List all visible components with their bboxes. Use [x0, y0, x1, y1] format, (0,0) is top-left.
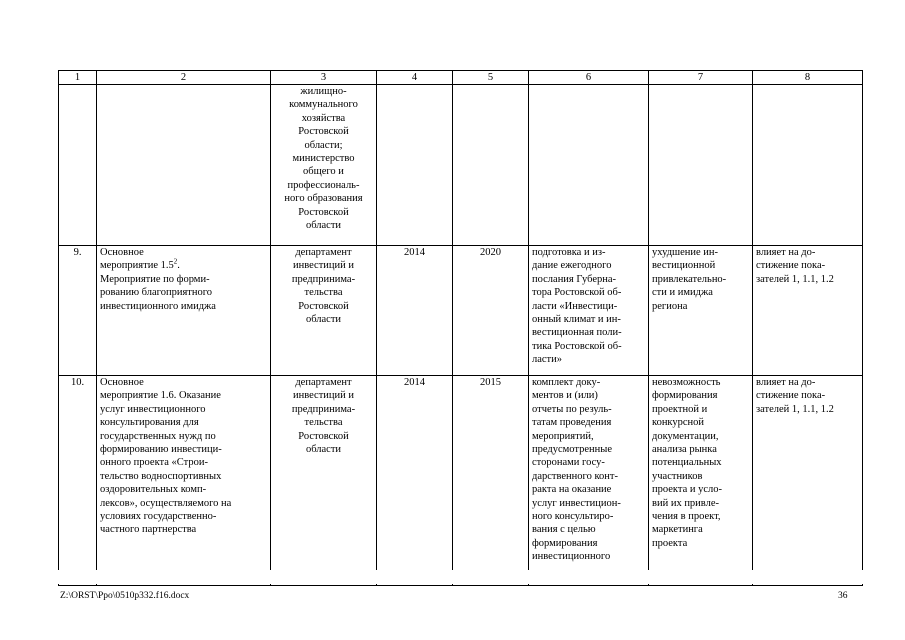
cell-link: влияет на до- стижение пока- зателей 1, 1.1, 1.2 — [753, 246, 863, 376]
header-row — [59, 71, 863, 85]
measures-table — [58, 70, 863, 586]
cell-empty — [97, 85, 271, 246]
footer-file-path: Z:\ORST\Ppo\0510p332.f16.docx — [60, 591, 190, 601]
table-row-continuation — [59, 85, 863, 246]
cell-executor: департамент инвестиций и предпринима- тельства Ростовской области — [271, 376, 377, 586]
header-cell: 4 — [377, 71, 453, 85]
cell-number: 9. — [59, 246, 97, 376]
cell-number: 10. — [59, 376, 97, 586]
header-cell: 2 — [97, 71, 271, 85]
header-cell: 1 — [59, 71, 97, 85]
header-cell: 6 — [529, 71, 649, 85]
cell-start-year: 2014 — [377, 246, 453, 376]
cell-empty — [649, 85, 753, 246]
cell-empty — [529, 85, 649, 246]
cell-result: комплект доку- ментов и (или) отчеты по резуль- татам проведения мероприятий, предусмотренные сторонами госу- дарственного конт- ракта на оказание услуг инвестицион- ного консультиро- вания с целью формирования инвестиционного — [529, 376, 649, 586]
cell-link: влияет на до- стижение пока- зателей 1, 1.1, 1.2 — [753, 376, 863, 586]
cell-end-year: 2015 — [453, 376, 529, 586]
cell-measure-name — [97, 246, 271, 376]
measure-name-dot: . — [177, 260, 180, 272]
cell-end-year: 2020 — [453, 246, 529, 376]
cell-result: подготовка и из- дание ежегодного послания Губерна- тора Ростовской об- ласти «Инвестици- онный климат и ин- вестиционная поли- тика Ростовской об- ласти» — [529, 246, 649, 376]
cell-consequences: ухудшение ин- вестиционной привлекательно- сти и имиджа региона — [649, 246, 753, 376]
cell-empty — [453, 85, 529, 246]
cell-executor: департамент инвестиций и предпринима- тельства Ростовской области — [271, 246, 377, 376]
page-cut — [0, 570, 905, 584]
header-cell: 7 — [649, 71, 753, 85]
header-cell: 5 — [453, 71, 529, 85]
cell-empty — [753, 85, 863, 246]
superscript: 2 — [173, 257, 178, 266]
measure-name-line1: Основное — [100, 247, 144, 258]
header-cell: 8 — [753, 71, 863, 85]
cell-executor: жилищно- коммунального хозяйства Ростовской области; министерство общего и профессиональ- ного образования Ростовской области — [271, 85, 377, 246]
cell-measure-name: Основное мероприятие 1.6. Оказание услуг инвестиционного консультирования для государственных нужд по формированию инвестици- онного проекта «Строи- тельство водноспортивных оздоровительных комп- лексов», осуществляемого на условиях государственно- частного партнерства — [97, 376, 271, 586]
measure-name-rest: Мероприятие по форми- рованию благоприятного инвестиционного имиджа — [100, 273, 216, 312]
header-cell: 3 — [271, 71, 377, 85]
measure-name-line2: мероприятие 1.5 — [100, 260, 174, 272]
cell-start-year: 2014 — [377, 376, 453, 586]
cell-empty — [377, 85, 453, 246]
table-row-10 — [59, 376, 863, 586]
table-row-9 — [59, 246, 863, 376]
cell-empty — [59, 85, 97, 246]
cell-consequences: невозможность формирования проектной и конкурсной документации, анализа рынка потенциальных участников проекта и усло- вий их привле- чения в проект, маркетинга проекта — [649, 376, 753, 586]
footer-page-number: 36 — [838, 591, 848, 601]
